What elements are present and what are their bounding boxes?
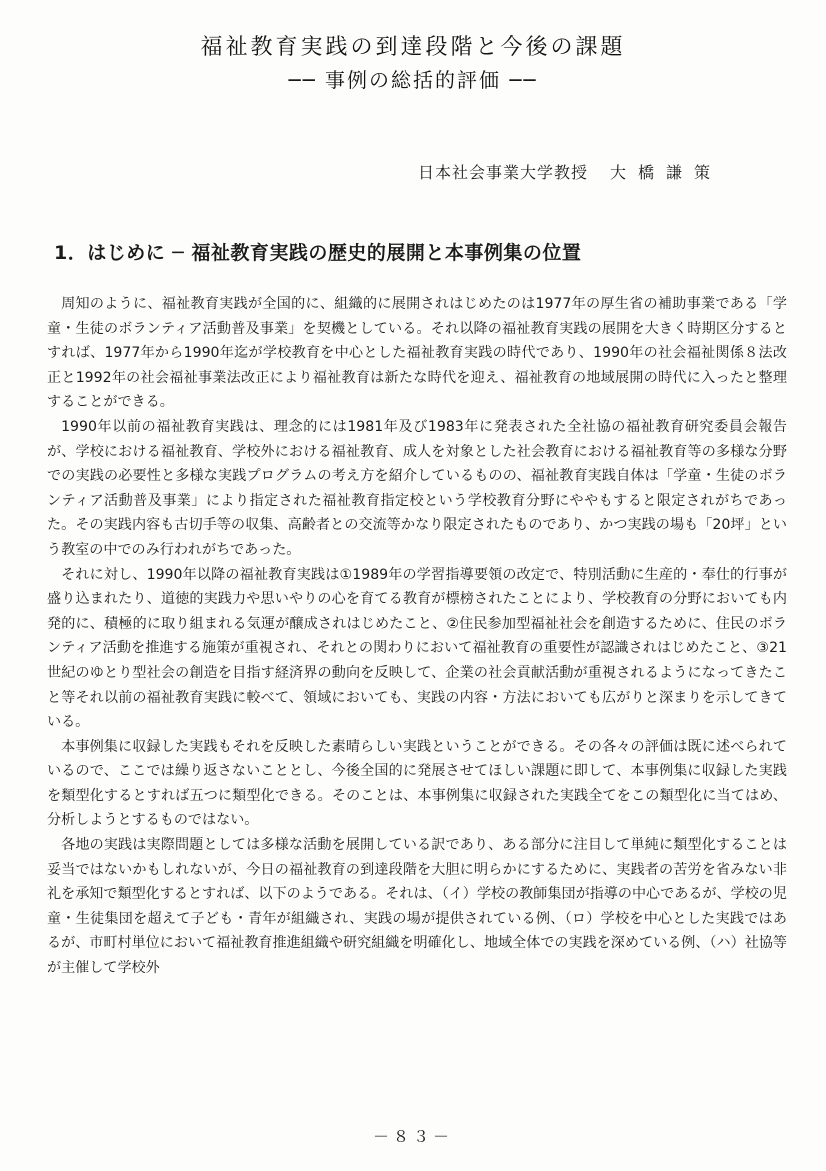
document-subtitle: ── 事例の総括的評価 ──	[288, 68, 538, 92]
paragraph: 各地の実践は実際問題としては多様な活動を展開している訳であり、ある部分に注目して単純に類型化することは妥当ではないかもしれないが、今日の福祉教育の到達段階を大胆に明らかにするために、実践者の苦労を省みない非礼を承知で類型化するとすれば、以下のようである。それは、（イ）学校の教師集団が指導の中心であるが、学校の児童・生徒集団を超えて子ども・青年が組織され、実践の場が提供されている例、（ロ）学校を中心とした実践ではあるが、市町村単位において福祉教育推進組織や研究組織を明確化し、地域全体での実践を深めている例、（ハ）社協等が主催して学校外	[47, 837, 787, 977]
document-title: 福祉教育実践の到達段階と今後の課題	[200, 35, 626, 60]
paragraph: 1990年以前の福祉教育実践は、理念的には1981年及び1983年に発表された全社協の福祉教育研究委員会報告が、学校における福祉教育、学校外における福祉教育、成人を対象とした社会教育における福祉教育等の多様な分野での実践の必要性と多様な実践プログラムの考え方を紹介しているものの、福祉教育実践自体は「学童・生徒のボランティア活動普及事業」により指定された福祉教育指定校という学校教育分野にややもすると限定されがちであった。その実践内容も古切手等の収集、高齢者との交流等かなり限定されたものであり、かつ実践の場も「20坪」という教室の中でのみ行われがちであった。	[47, 418, 787, 558]
page-number: －８３－	[372, 1127, 453, 1146]
body-text	[47, 292, 787, 981]
paragraph: 本事例集に収録した実践もそれを反映した素晴らしい実践ということができる。その各々の評価は既に述べられているので、ここでは繰り返さないこととし、今後全国的に発展させてほしい課題に即して、本事例集に収録した実践を類型化するとすれば五つに類型化できる。そのことは、本事例集に収録された実践全てをこの類型化に当てはめ、分析しようとするものではない。	[47, 738, 787, 829]
author-name: 大橋謙策	[609, 163, 722, 182]
paragraph: それに対し、1990年以降の福祉教育実践は①1989年の学習指導要領の改定で、特別活動に生産的・奉仕的行事が盛り込まれたり、道徳的実践力や思いやりの心を育てる教育が標榜されたことにより、学校教育の分野においても内発的に、積極的に取り組まれる気運が醸成されはじめたこと、②住民参加型福祉社会を創造するために、住民のボランティア活動を推進する施策が重視され、それとの関わりにおいて福祉教育の重要性が認識されはじめたこと、③21世紀のゆとり型社会の創造を目指す経済界の動向を反映して、企業の社会貢献活動が重視されるようになってきたこと等それ以前の福祉教育実践に較べて、領域においても、実践の内容・方法においても広がりと深まりを示してきている。	[47, 566, 787, 731]
section-heading: 1．はじめに ─ 福祉教育実践の歴史的展開と本事例集の位置	[54, 242, 582, 264]
paragraph: 周知のように、福祉教育実践が全国的に、組織的に展開されはじめたのは1977年の厚生省の補助事業である「学童・生徒のボランティア活動普及事業」を契機としている。それ以降の福祉教育実践の展開を大きく時期区分するとすれば、1977年から1990年迄が学校教育を中心とした福祉教育実践の時代であり、1990年の社会福祉関係８法改正と1992年の社会福祉事業法改正により福祉教育は新たな時代を迎え、福祉教育の地域展開の時代に入ったと整理することができる。	[47, 296, 787, 411]
author-line	[418, 160, 722, 183]
author-affiliation: 日本社会事業大学教授	[417, 163, 588, 182]
